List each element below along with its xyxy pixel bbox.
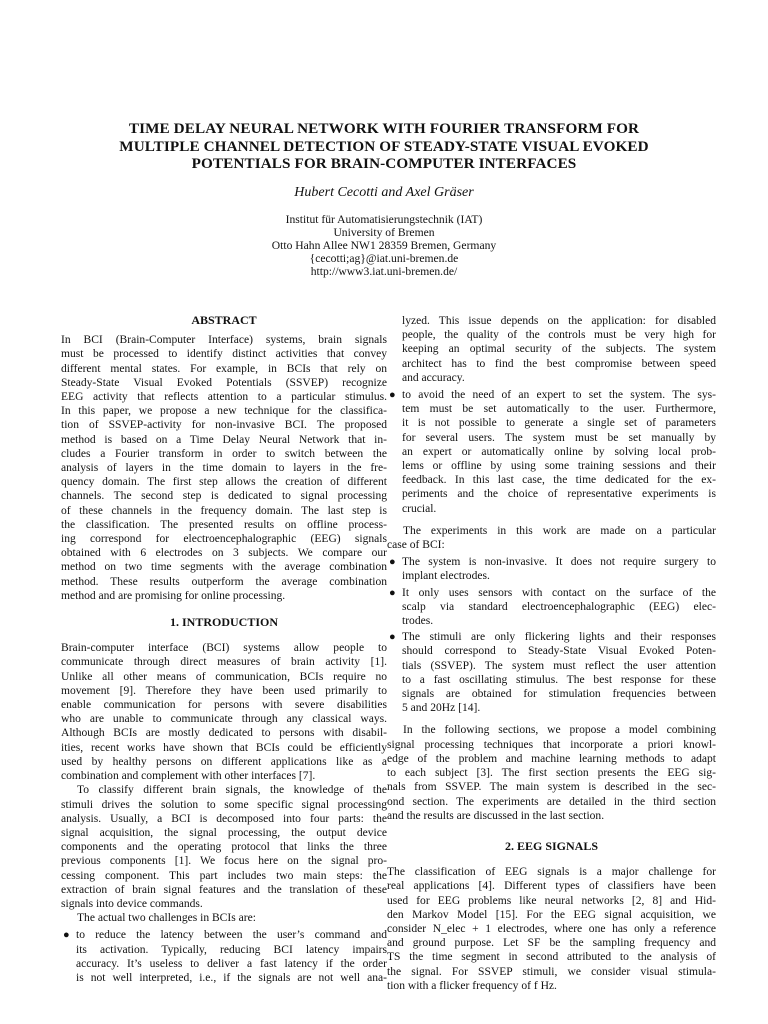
- abstract-line: method and are promising for online processing.: [61, 589, 286, 602]
- intro-line: Brain-computer interface (BCI) systems allow people to: [61, 642, 387, 655]
- intro-line: combination and complement with other interfaces [7].: [61, 770, 316, 783]
- paragraph-line: TS the time segment in second attributed to the analysis of: [387, 951, 716, 964]
- bullet-line: to a fast oscillating stimulus. The best response for these: [402, 673, 716, 686]
- abstract-line: ing correspond for electroencephalographic (EEG) signals: [61, 533, 387, 546]
- eeg-paragraph: [387, 865, 716, 993]
- bullet-line: keeping an optimal security of the subjects. The system: [402, 343, 716, 356]
- left-column: [61, 313, 387, 985]
- bullet-line: periments and the choice of representative experiments is: [402, 488, 716, 501]
- intro-line: components and the operating protocol that links the three: [61, 841, 387, 854]
- paragraph-line: real applications [4]. Different types of classifiers have been: [387, 880, 716, 893]
- abstract-body: [61, 333, 387, 603]
- intro-line: enable communication for persons with severe disabilities: [61, 699, 387, 712]
- intro-line: Although BCIs are mostly dedicated to persons with disabil-: [61, 727, 387, 740]
- abstract-line: the classification. The presented results on offline process-: [61, 518, 387, 531]
- abstract-line: channels. The second step is dedicated to signal processing: [61, 490, 387, 503]
- bullet-line: people, the quality of the controls must be very high for: [402, 329, 716, 342]
- paragraph-line: case of BCI:: [387, 539, 445, 552]
- intro-line: To classify different brain signals, the knowledge of the: [77, 784, 387, 797]
- paragraph-line: nals from SSVEP. The main system is described in the sec-: [387, 781, 716, 794]
- bullet-line: its activation. Typically, reducing BCI latency impairs: [76, 943, 387, 956]
- bullet-line: trodes.: [402, 615, 434, 628]
- following-sections-paragraph: [387, 723, 716, 822]
- intro-line: signal acquisition, the signal processing, the output device: [61, 826, 387, 839]
- experiments-paragraph: [387, 524, 716, 552]
- abstract-line: must be processed to identify distinct activities that convey: [61, 348, 387, 361]
- paragraph-line: tion with a flicker frequency of f Hz.: [387, 979, 557, 992]
- paper-title: [60, 120, 708, 173]
- bullet-line: should correspond to Steady-State Visual Evoked Poten-: [402, 645, 716, 658]
- abstract-line: method. These results outperform the average combination: [61, 575, 387, 588]
- bullet-line: tem must be set automatically to the user. Furthermore,: [402, 403, 716, 416]
- affiliation-url[interactable]: http://www3.iat.uni-bremen.de/: [310, 265, 458, 278]
- paragraph-line: to each subject [3]. The first section presents the EEG sig-: [387, 767, 716, 780]
- abstract-line: method is based on a Time Delay Neural Network that in-: [61, 433, 387, 446]
- eeg-signals-heading: 2. EEG SIGNALS: [504, 838, 599, 853]
- abstract-line: In BCI (Brain-Computer Interface) systems, brain signals: [61, 334, 387, 347]
- bci-case-bullet-2: [387, 586, 716, 629]
- bullet-line: an expert or automatically online by solving local prob-: [402, 445, 716, 458]
- bullet-line: It only uses sensors with contact on the surface of the: [402, 586, 716, 599]
- introduction-heading: 1. INTRODUCTION: [169, 615, 278, 630]
- bullet-line: to reduce the latency between the user’s command and: [76, 929, 387, 942]
- bullet-line: for several users. The system must be set manually by: [402, 431, 716, 444]
- bullet-icon: ●: [63, 929, 70, 942]
- bullet-line: crucial.: [402, 502, 437, 515]
- abstract-line: method on two time segments with the average combination: [61, 561, 387, 574]
- bullet-line: scalp via standard electroencephalographic (EEG) elec-: [402, 600, 716, 613]
- bullet-line: The system is non-invasive. It does not require surgery to: [402, 556, 716, 569]
- abstract-line: obtained with 6 electrodes on 3 subjects. We compare our: [61, 547, 387, 560]
- affiliation-line: Otto Hahn Allee NW1 28359 Bremen, Germany: [271, 239, 497, 252]
- bullet-icon: ●: [389, 586, 396, 599]
- intro-paragraph-1: [61, 641, 387, 783]
- bullet-line: accuracy. It’s useless to deliver a fast latency if the order: [76, 957, 387, 970]
- intro-line: cessing component. This part includes two main steps: the: [61, 869, 387, 882]
- authors: Hubert Cecotti and Axel Gräser: [294, 185, 474, 200]
- intro-line: Unlike all other means of communication, BCIs require no: [61, 670, 387, 683]
- paragraph-line: and ground purpose. Let SF be the sampling frequency and: [387, 937, 716, 950]
- bci-case-bullet-3: [387, 630, 716, 715]
- bullet-line: feedback. In this last case, the time dedicated for the ex-: [402, 474, 716, 487]
- right-column: [387, 314, 716, 993]
- affiliation: [60, 213, 708, 278]
- intro-line: extraction of brain signal features and the translation of these: [61, 883, 387, 896]
- title-line: TIME DELAY NEURAL NETWORK WITH FOURIER TRANSFORM FOR: [128, 120, 640, 137]
- bullet-line: lems or offline by using some training sessions and their: [402, 460, 716, 473]
- bullet-line: lyzed. This issue depends on the application: for disabled: [402, 315, 716, 327]
- intro-line: communicate through direct measures of brain activity [1].: [61, 656, 387, 669]
- paragraph-line: and the results are discussed in the last section.: [387, 809, 605, 822]
- challenge-bullet-1-continued: [387, 314, 716, 385]
- bullet-icon: ●: [389, 631, 396, 644]
- intro-line: used by healthy persons on different applications like as a: [61, 755, 387, 768]
- intro-line: ities, recent works have shown that BCIs could be efficiently: [61, 741, 387, 754]
- abstract-line: EEG activity that reflects attention to a particular stimulus.: [61, 391, 387, 404]
- challenge-bullet-1: [61, 928, 387, 985]
- intro-paragraph-3: [61, 911, 387, 925]
- intro-line: stimuli drives the solution to some specific signal processing: [61, 798, 387, 811]
- paragraph-line: In the following sections, we propose a model combining: [403, 724, 716, 737]
- abstract-line: quency domain. The first step allows the creation of different: [61, 476, 387, 489]
- intro-line: The actual two challenges in BCIs are:: [77, 912, 256, 925]
- bullet-icon: ●: [389, 389, 396, 402]
- intro-line: movement [9]. Therefore they have been used primarily to: [61, 684, 387, 697]
- bullet-line: implant electrodes.: [402, 570, 490, 583]
- affiliation-email[interactable]: {cecotti;ag}@iat.uni-bremen.de: [309, 252, 459, 265]
- abstract-line: of these channels in the frequency domain. The last step is: [61, 504, 387, 517]
- intro-line: signals into device commands.: [61, 897, 203, 910]
- affiliation-line: Institut für Automatisierungstechnik (IAT): [285, 213, 483, 226]
- paragraph-line: consider N_elec + 1 electrodes, where one has only a reference: [387, 922, 716, 935]
- abstract-line: cludes a Fourier transform in order to switch between the: [61, 447, 387, 460]
- paragraph-line: ond section. The experiments are detailed in the third section: [387, 795, 716, 808]
- paragraph-line: The classification of EEG signals is a major challenge for: [387, 866, 716, 879]
- paragraph-line: The experiments in this work are made on a particular: [403, 524, 716, 537]
- bullet-line: it is not possible to generate a single set of parameters: [402, 417, 716, 430]
- paragraph-line: den Markov Model [15]. For the EEG signal acquisition, we: [387, 908, 716, 921]
- bullet-line: to avoid the need of an expert to set the system. The sys-: [402, 389, 716, 402]
- bullet-line: and accuracy.: [402, 371, 465, 384]
- bullet-line: tials (SSVEP). The system must reflect the user attention: [402, 659, 716, 672]
- bullet-icon: ●: [389, 556, 396, 569]
- intro-line: analysis. Usually, a BCI is decomposed into four parts: the: [61, 812, 387, 825]
- bullet-line: The stimuli are only flickering lights and their responses: [402, 631, 716, 644]
- bullet-line: is not well interpreted, i.e., if the signals are not well ana-: [76, 971, 387, 984]
- paragraph-line: edge of the problem and machine learning methods to adapt: [387, 752, 716, 765]
- abstract-line: tion of SSVEP-activity for non-invasive BCI. The proposed: [61, 419, 387, 432]
- affiliation-line: University of Bremen: [333, 226, 435, 239]
- bullet-line: architect has to find the best compromise between speed: [402, 357, 716, 370]
- paragraph-line: the signal. For SSVEP stimuli, we consider visual stimula-: [387, 965, 716, 978]
- title-line: MULTIPLE CHANNEL DETECTION OF STEADY-STATE VISUAL EVOKED: [119, 137, 649, 155]
- challenge-bullet-2: [387, 388, 716, 516]
- abstract-line: Steady-State Visual Evoked Potentials (SSVEP) recognize: [61, 376, 387, 389]
- abstract-line: analysis of layers in the time domain to layers in the fre-: [61, 462, 387, 475]
- abstract-heading: ABSTRACT: [191, 313, 257, 327]
- abstract-line: different mental states. For example, in BCIs that rely on: [61, 362, 387, 375]
- intro-paragraph-2: [61, 783, 387, 911]
- paragraph-line: signal processing techniques that incorporate a priori knowl-: [387, 738, 716, 751]
- abstract-line: In this paper, we propose a new technique for the classifica-: [61, 405, 387, 418]
- bci-case-bullet-1: [387, 555, 716, 583]
- bullet-line: 5 and 20Hz [14].: [402, 702, 481, 715]
- intro-line: who are unable to communicate through any classical ways.: [61, 713, 387, 726]
- bullet-line: signals are obtained for stimulation frequencies between: [402, 688, 716, 701]
- intro-line: previous components [1]. We focus here on the signal pro-: [61, 855, 387, 868]
- paragraph-line: used for EEG problems like neural networks [2, 8] and Hid-: [387, 894, 716, 907]
- title-line: POTENTIALS FOR BRAIN-COMPUTER INTERFACES: [191, 155, 577, 172]
